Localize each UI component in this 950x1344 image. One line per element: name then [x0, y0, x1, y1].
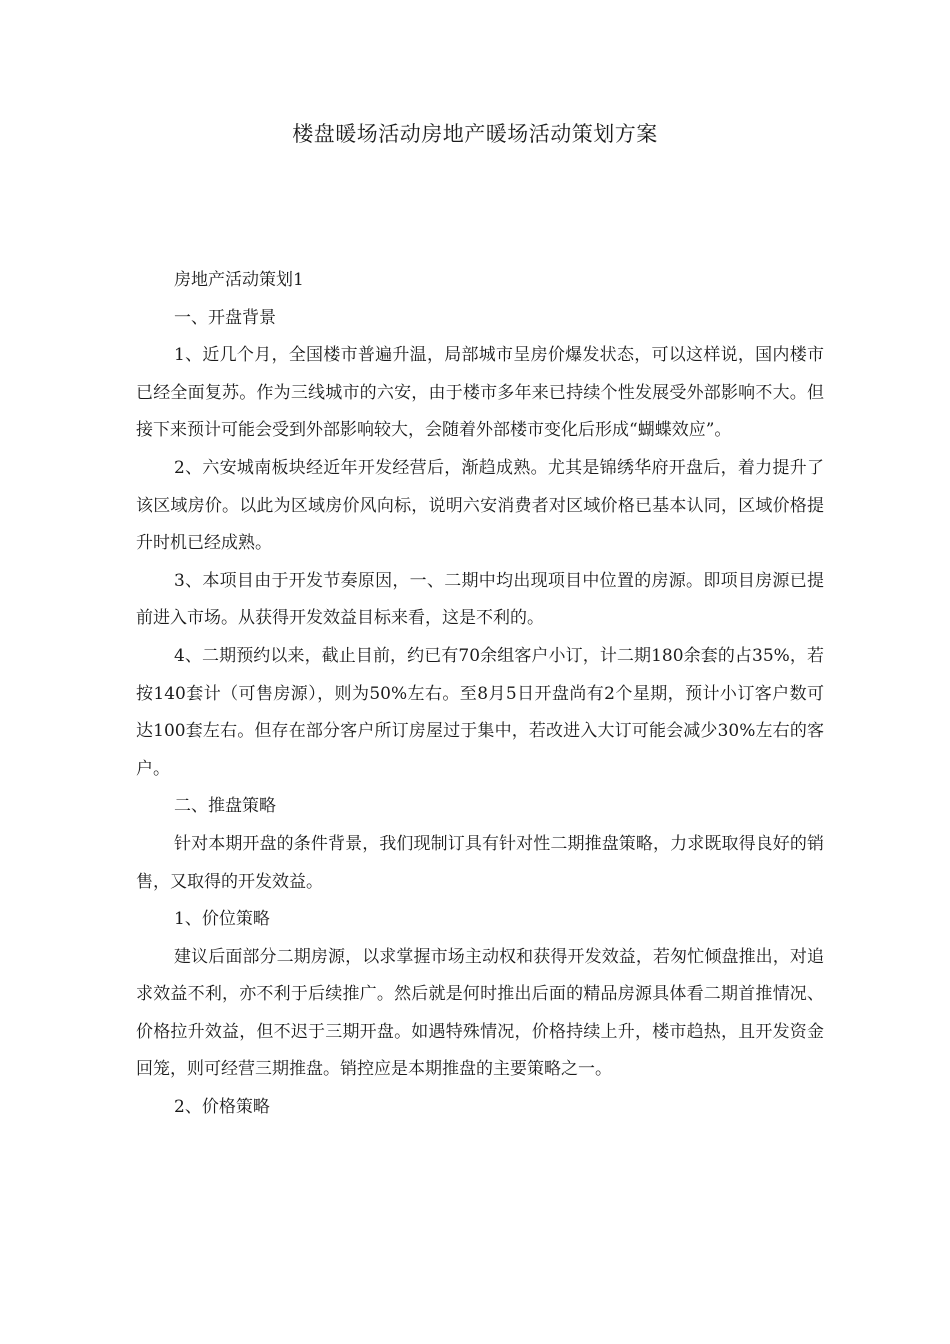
document-title: 楼盘暖场活动房地产暖场活动策划方案	[292, 122, 658, 146]
document-body	[136, 262, 824, 1127]
paragraph-background-4: 4、二期预约以来，截止目前，约已有70余组客户小订，计二期180余套的占35%，若按140套计（可售房源），则为50%左右。至8月5日开盘尚有2个星期，预计小订客户数可达100套左右。但存在部分客户所订房屋过于集中，若改进入大订可能会减少30%左右的客户。	[136, 645, 824, 779]
paragraph-plan-label: 房地产活动策划1	[174, 270, 304, 290]
paragraph-background-2: 2、六安城南板块经近年开发经营后，渐趋成熟。尤其是锦绣华府开盘后，着力提升了该区域房价。以此为区域房价风向标，说明六安消费者对区域价格已基本认同，区域价格提升时机已经成熟。	[136, 457, 824, 554]
subheading-position-strategy: 1、价位策略	[174, 909, 270, 930]
paragraph-background-3: 3、本项目由于开发节奏原因，一、二期中均出现项目中位置的房源。即项目房源已提前进入市场。从获得开发效益目标来看，这是不利的。	[136, 570, 824, 629]
section-heading-background: 一、开盘背景	[174, 307, 276, 328]
paragraph-position-strategy: 建议后面部分二期房源，以求掌握市场主动权和获得开发效益，若匆忙倾盘推出，对追求效益不利，亦不利于后续推广。然后就是何时推出后面的精品房源具体看二期首推情况、价格拉升效益，但不迟于三期开盘。如遇特殊情况，价格持续上升，楼市趋热，且开发资金回笼，则可经营三期推盘。销控应是本期推盘的主要策略之一。	[136, 946, 824, 1080]
section-heading-strategy: 二、推盘策略	[174, 796, 276, 817]
paragraph-background-1: 1、近几个月，全国楼市普遍升温，局部城市呈房价爆发状态，可以这样说，国内楼市已经全面复苏。作为三线城市的六安，由于楼市多年来已持续个性发展受外部影响不大。但接下来预计可能会受到外部影响较大，会随着外部楼市变化后形成“蝴蝶效应”。	[136, 345, 824, 441]
subheading-price-strategy: 2、价格策略	[174, 1097, 270, 1118]
paragraph-strategy-intro: 针对本期开盘的条件背景，我们现制订具有针对性二期推盘策略，力求既取得良好的销售，又取得的开发效益。	[136, 833, 824, 892]
